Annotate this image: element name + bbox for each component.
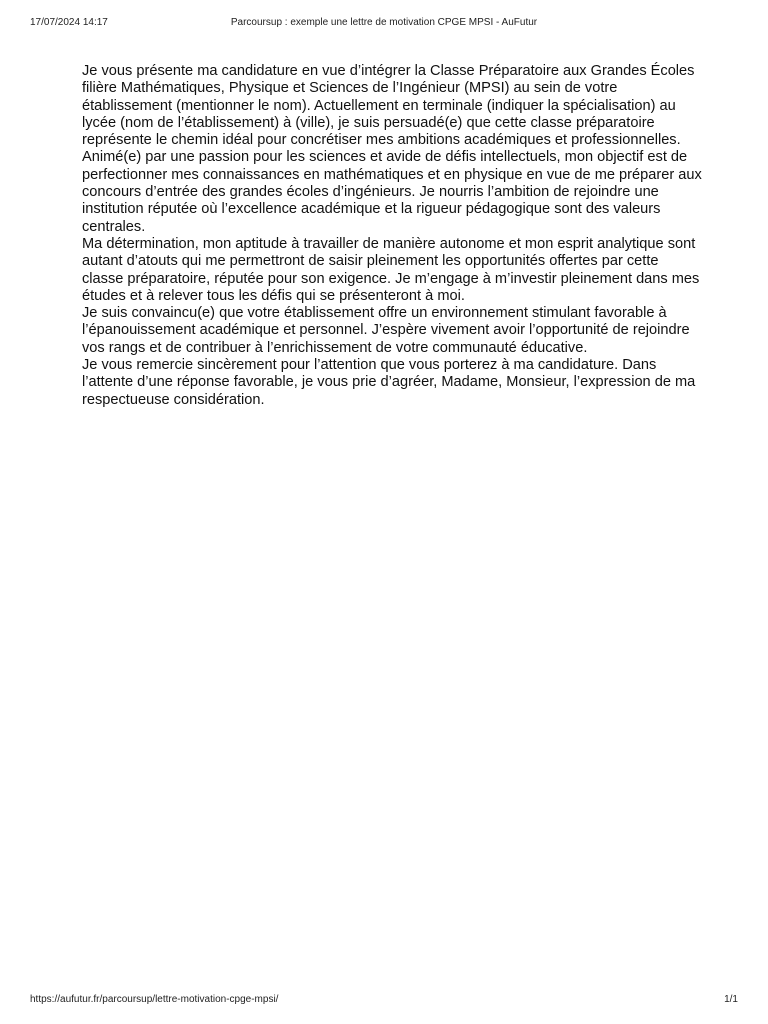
letter-paragraph-determination: Ma détermination, mon aptitude à travailler de manière autonome et mon esprit analytique sont autant d’atouts qui me permettront de saisir pleinement les opportunités offertes par cette classe préparatoire, réputée pour son exigence. Je m’engage à m’investir pleinement dans mes études et à relever tous les défis qui se présenteront à moi. xyxy=(82,235,700,304)
motivation-letter-body xyxy=(82,63,702,409)
letter-paragraph-passion: Animé(e) par une passion pour les sciences et avide de défis intellectuels, mon objectif est de perfectionner mes connaissances en mathématiques et en physique en vue de me préparer aux concours d’entrée des grandes écoles d’ingénieurs. Je nourris l’ambition de rejoindre une institution réputée où l’excellence académique et la rigueur pédagogique sont des valeurs centrales. xyxy=(82,149,702,235)
print-page-number: 1/1 xyxy=(724,994,738,1005)
print-page-title: Parcoursup : exemple une lettre de motivation CPGE MPSI - AuFutur xyxy=(230,17,538,28)
print-datetime: 17/07/2024 14:17 xyxy=(30,17,108,28)
print-footer xyxy=(0,994,768,1008)
letter-paragraph-closing: Je vous remercie sincèrement pour l’attention que vous porterez à ma candidature. Dans l’attente d’une réponse favorable, je vous prie d’agréer, Madame, Monsieur, l’expression de ma respectueuse considération. xyxy=(82,357,696,408)
letter-paragraph-environment: Je suis convaincu(e) que votre établissement offre un environnement stimulant favorable à l’épanouissement académique et personnel. J’espère vivement avoir l’opportunité de rejoindre vos rangs et de contribuer à l’enrichissement de votre communauté éducative. xyxy=(82,305,690,356)
print-source-url: https://aufutur.fr/parcoursup/lettre-motivation-cpge-mpsi/ xyxy=(30,994,279,1005)
print-header xyxy=(0,17,768,31)
letter-paragraph-intro: Je vous présente ma candidature en vue d’intégrer la Classe Préparatoire aux Grandes Écoles filière Mathématiques, Physique et Sciences de l’Ingénieur (MPSI) au sein de votre établissement (mentionner le nom). Actuellement en terminale (indiquer la spécialisation) au lycée (nom de l’établissement) à (ville), je suis persuadé(e) que cette classe préparatoire représente le chemin idéal pour concrétiser mes ambitions académiques et professionnelles. xyxy=(82,63,695,149)
